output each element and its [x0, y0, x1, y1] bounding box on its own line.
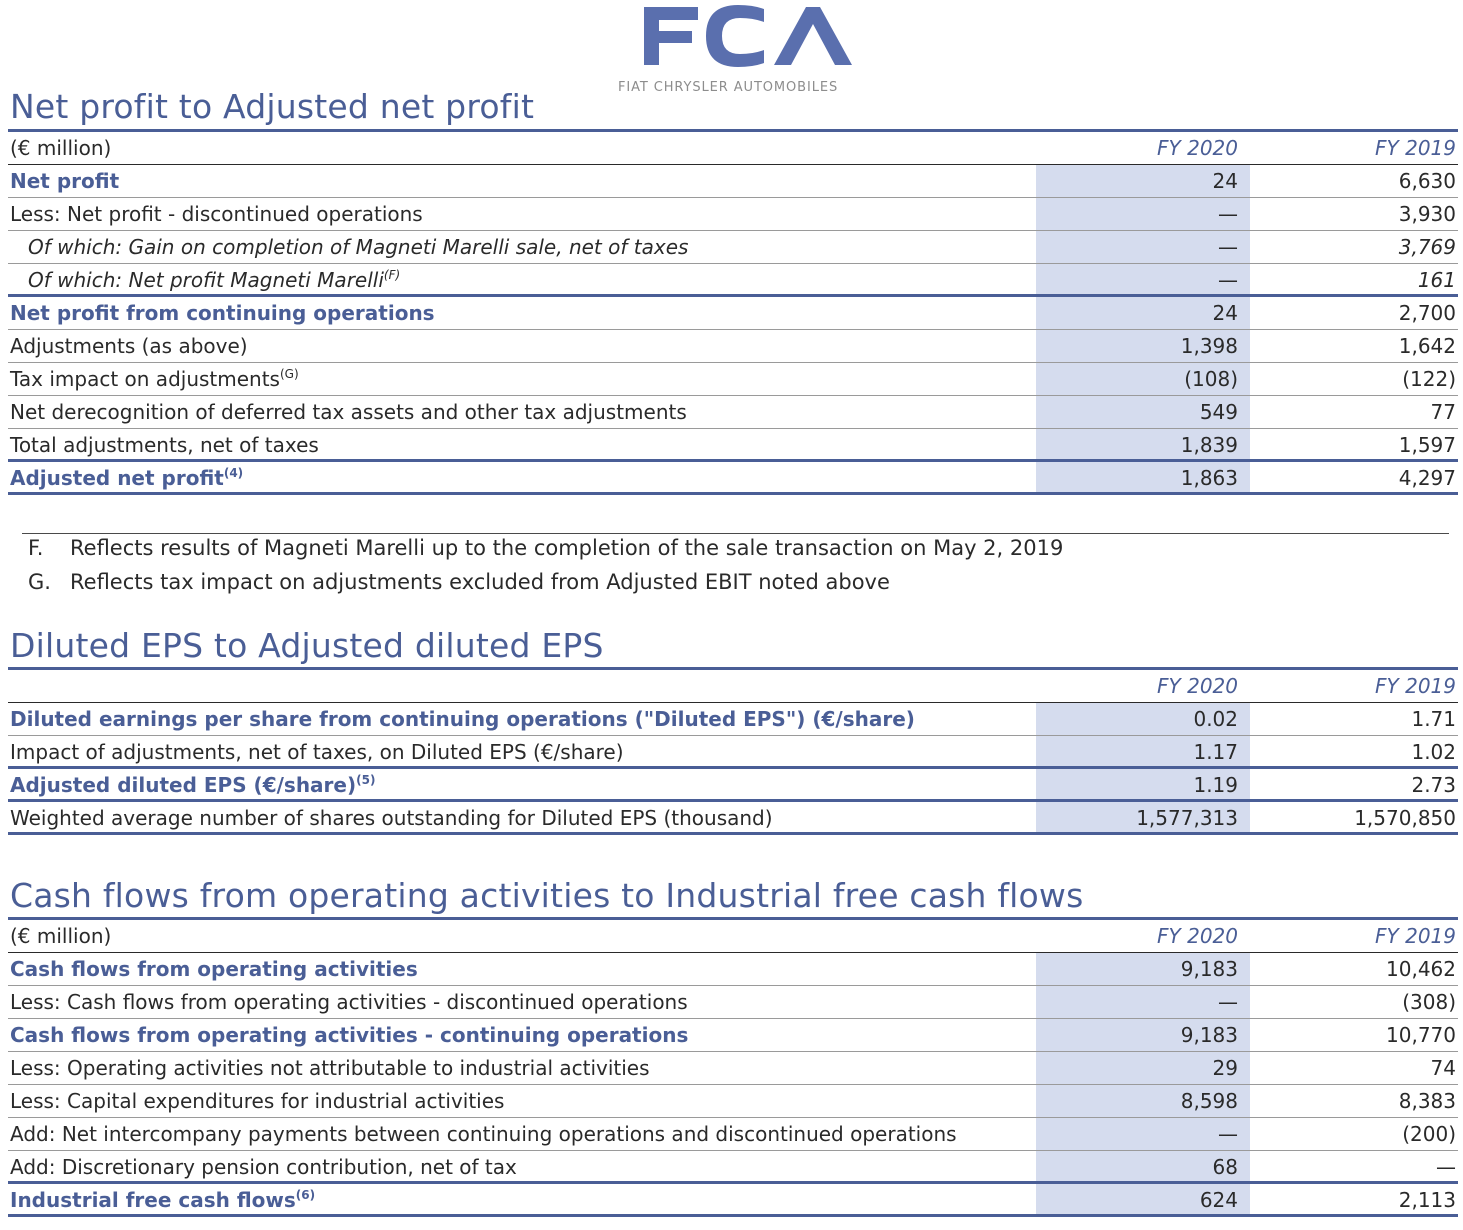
- value-fy2019: (308): [1402, 990, 1456, 1014]
- value-fy2020: 1,863: [1180, 466, 1238, 490]
- footnote-ref: (F): [383, 268, 401, 282]
- row-label: Add: Discretionary pension contribution, net of tax: [10, 1155, 517, 1179]
- value-fy2019: 2.73: [1411, 773, 1456, 797]
- table-row: [8, 165, 1458, 198]
- col-header-fy2020: FY 2020: [1157, 924, 1238, 948]
- table-header: [8, 132, 1458, 165]
- row-label: Add: Net intercompany payments between continuing operations and discontinued operations: [10, 1122, 957, 1146]
- table-row: [8, 1019, 1458, 1052]
- value-fy2020: —: [1218, 268, 1238, 292]
- footnote-ref: (4): [223, 466, 244, 480]
- value-fy2019: 1,642: [1398, 334, 1456, 358]
- section-title-net-profit: Net profit to Adjusted net profit: [10, 87, 535, 126]
- table-row: [8, 1151, 1458, 1184]
- value-fy2020: 549: [1199, 400, 1238, 424]
- row-label: Cash flows from operating activities - continuing operations: [10, 1023, 689, 1047]
- table-row: [8, 363, 1458, 396]
- value-fy2019: 1,570,850: [1354, 806, 1456, 830]
- value-fy2020: 1,839: [1180, 433, 1238, 457]
- col-header-fy2019: FY 2019: [1375, 674, 1456, 698]
- row-label: Net derecognition of deferred tax assets and other tax adjustments: [10, 400, 687, 424]
- footnote-g: G. Reflects tax impact on adjustments excluded from Adjusted EBIT noted above: [28, 570, 890, 594]
- value-fy2020: 0.02: [1193, 707, 1238, 731]
- value-fy2019: 10,462: [1386, 957, 1456, 981]
- row-label: Cash flows from operating activities: [10, 957, 418, 981]
- value-fy2019: 8,383: [1398, 1089, 1456, 1113]
- table-header: [8, 920, 1458, 953]
- value-fy2019: 10,770: [1386, 1023, 1456, 1047]
- logo-subtitle: FIAT CHRYSLER AUTOMOBILES: [618, 80, 839, 95]
- row-label: Weighted average number of shares outstanding for Diluted EPS (thousand): [10, 806, 773, 830]
- table-row: [8, 703, 1458, 736]
- table-row: [8, 396, 1458, 429]
- table-row: [8, 802, 1458, 835]
- footnote-ref: (6): [295, 1188, 316, 1202]
- value-fy2020: 24: [1212, 301, 1238, 325]
- value-fy2020: 68: [1212, 1155, 1238, 1179]
- value-fy2020: —: [1218, 235, 1238, 259]
- value-fy2019: 1.02: [1411, 740, 1456, 764]
- table-row: [8, 1052, 1458, 1085]
- row-label: Less: Cash flows from operating activities - discontinued operations: [10, 990, 688, 1014]
- col-header-fy2019: FY 2019: [1375, 136, 1456, 160]
- value-fy2019: 1.71: [1411, 707, 1456, 731]
- row-label: Tax impact on adjustments$^{(G)}$: [10, 367, 299, 391]
- value-fy2019: 3,769: [1398, 235, 1456, 259]
- table-row: [8, 231, 1458, 264]
- value-fy2019: 77: [1430, 400, 1456, 424]
- row-label: Industrial free cash flows$^{(6)}$: [10, 1188, 316, 1212]
- row-label: Less: Operating activities not attributable to industrial activities: [10, 1056, 650, 1080]
- fca-logo-mark: [614, 4, 874, 68]
- value-fy2020: 1.17: [1193, 740, 1238, 764]
- value-fy2020: 1,398: [1180, 334, 1238, 358]
- notes-divider: [22, 533, 1449, 534]
- table-row: [8, 986, 1458, 1019]
- value-fy2020: 9,183: [1180, 1023, 1238, 1047]
- value-fy2020: 1,577,313: [1136, 806, 1238, 830]
- value-fy2020: 24: [1212, 169, 1238, 193]
- table-cash-flows: [8, 917, 1458, 1217]
- table-row: [8, 953, 1458, 986]
- table-row: [8, 462, 1458, 495]
- row-label: Adjusted net profit$^{(4)}$: [10, 466, 244, 490]
- value-fy2019: 2,700: [1398, 301, 1456, 325]
- row-label: Less: Net profit - discontinued operations: [10, 202, 423, 226]
- value-fy2020: —: [1218, 1122, 1238, 1146]
- table-row: [8, 736, 1458, 769]
- table-row: [8, 297, 1458, 330]
- table-row: [8, 1118, 1458, 1151]
- value-fy2020: 9,183: [1180, 957, 1238, 981]
- fca-logo: [614, 4, 874, 96]
- row-label: Adjustments (as above): [10, 334, 248, 358]
- row-label: Adjusted diluted EPS (€/share)$^{(5)}$: [10, 773, 376, 797]
- value-fy2019: —: [1436, 1155, 1456, 1179]
- table-row: [8, 1085, 1458, 1118]
- value-fy2019: 3,930: [1398, 202, 1456, 226]
- unit-label: (€ million): [10, 924, 112, 948]
- value-fy2019: (122): [1402, 367, 1456, 391]
- col-header-fy2020: FY 2020: [1157, 674, 1238, 698]
- value-fy2019: 2,113: [1398, 1188, 1456, 1212]
- footnote-ref: (5): [356, 773, 376, 787]
- value-fy2019: 74: [1430, 1056, 1456, 1080]
- table-net-profit: [8, 129, 1458, 495]
- row-label: Impact of adjustments, net of taxes, on Diluted EPS (€/share): [10, 740, 624, 764]
- footnote-f: F. Reflects results of Magneti Marelli up to the completion of the sale transaction on May 2, 2019: [28, 536, 1064, 560]
- value-fy2020: 1.19: [1193, 773, 1238, 797]
- col-header-fy2020: FY 2020: [1157, 136, 1238, 160]
- value-fy2020: (108): [1184, 367, 1238, 391]
- table-row: [8, 429, 1458, 462]
- value-fy2020: —: [1218, 990, 1238, 1014]
- row-label: Net profit from continuing operations: [10, 301, 435, 325]
- value-fy2019: 6,630: [1398, 169, 1456, 193]
- value-fy2019: 161: [1417, 268, 1456, 292]
- table-header: [8, 670, 1458, 703]
- row-label: Of which: Gain on completion of Magneti Marelli sale, net of taxes: [28, 235, 689, 259]
- footnote-ref: (G): [279, 367, 299, 381]
- section-title-cash-flows: Cash flows from operating activities to Industrial free cash flows: [10, 876, 1084, 915]
- table-diluted-eps: [8, 667, 1458, 835]
- table-row: [8, 198, 1458, 231]
- section-title-diluted-eps: Diluted EPS to Adjusted diluted EPS: [10, 626, 604, 665]
- row-label: Total adjustments, net of taxes: [10, 433, 319, 457]
- value-fy2020: 624: [1199, 1188, 1238, 1212]
- value-fy2020: —: [1218, 202, 1238, 226]
- row-label: Less: Capital expenditures for industrial activities: [10, 1089, 505, 1113]
- value-fy2020: 8,598: [1180, 1089, 1238, 1113]
- table-row: [8, 264, 1458, 297]
- row-label: Of which: Net profit Magneti Marelli$^{(F)}$: [28, 268, 401, 292]
- value-fy2019: (200): [1402, 1122, 1456, 1146]
- table-row: [8, 1184, 1458, 1217]
- col-header-fy2019: FY 2019: [1375, 924, 1456, 948]
- row-label: Diluted earnings per share from continuing operations ("Diluted EPS") (€/share): [10, 707, 915, 731]
- row-label: Net profit: [10, 169, 120, 193]
- unit-label: (€ million): [10, 136, 112, 160]
- value-fy2020: 29: [1212, 1056, 1238, 1080]
- value-fy2019: 4,297: [1398, 466, 1456, 490]
- value-fy2019: 1,597: [1398, 433, 1456, 457]
- table-row: [8, 330, 1458, 363]
- table-row: [8, 769, 1458, 802]
